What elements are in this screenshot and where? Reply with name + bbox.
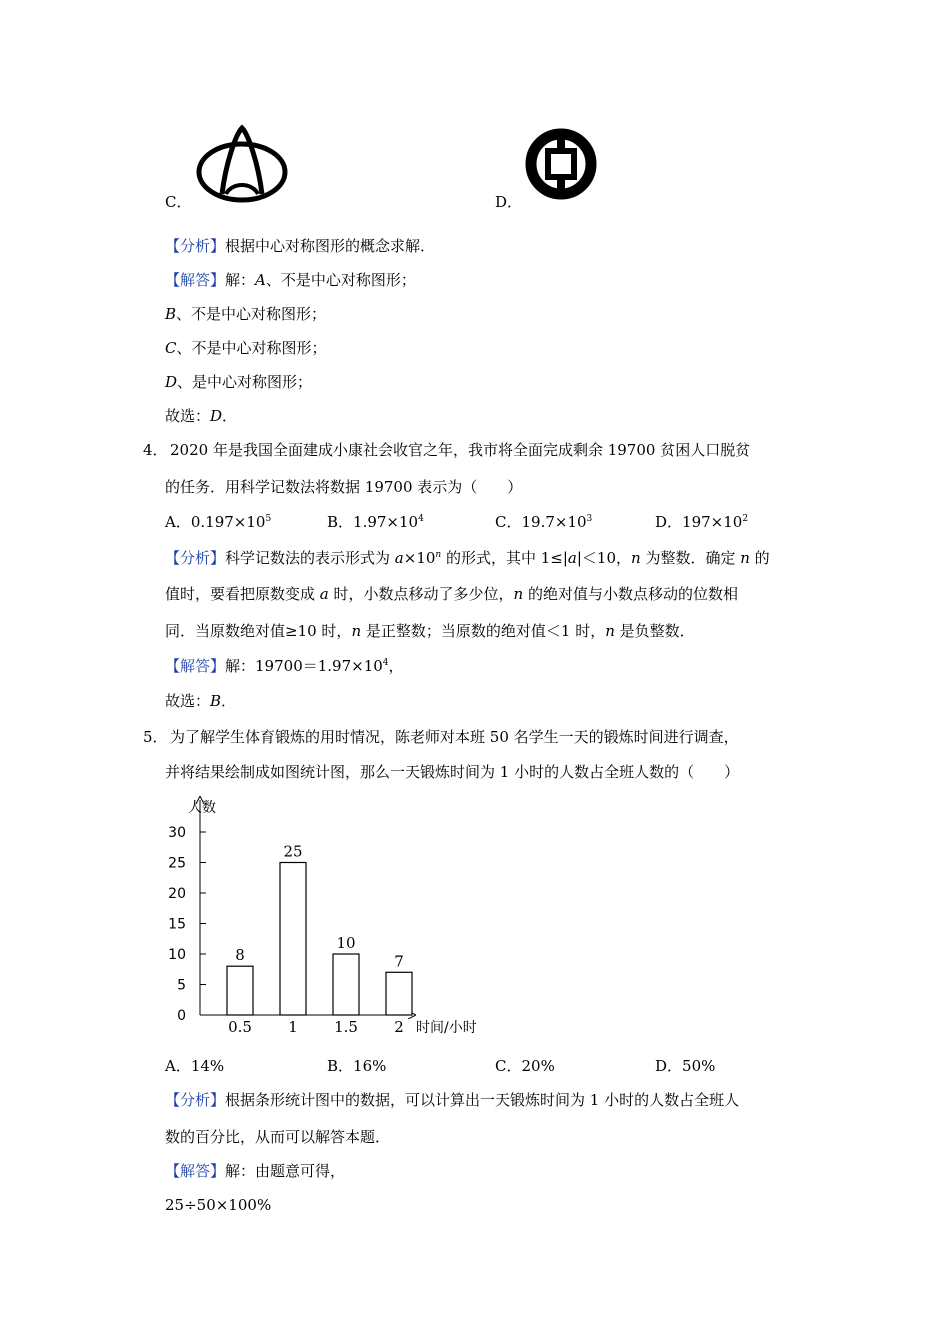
y-tick-label: 15	[168, 916, 186, 933]
x-tick-label: 2	[394, 1018, 404, 1036]
bar-data-label: 8	[235, 946, 245, 965]
q4-choice: 故选：B．	[165, 692, 237, 710]
q4-option-c: C．$19.7\times 10^3$	[495, 513, 593, 531]
option-c-label: C．	[165, 193, 192, 211]
q5-analysis-line1: 【分析】根据条形统计图中的数据，可以计算出一天锻炼时间为 1 小时的人数占全班人	[165, 1091, 740, 1109]
option-d-label: D．	[495, 193, 523, 211]
y-tick-label: 5	[177, 977, 186, 994]
q5-analysis-line2: 数的百分比，从而可以解答本题．	[165, 1128, 391, 1146]
bar-chart	[160, 792, 500, 1042]
q5-number: 5．	[143, 728, 168, 746]
q4-stem-line2: 的任务．用科学记数法将数据 19700 表示为（ ）	[165, 478, 523, 496]
q3-answer: 【解答】解：A、不是中心对称图形；	[165, 271, 416, 289]
y-axis-label: 人数	[188, 800, 216, 816]
q4-option-d: D．$197\times 10^2$	[655, 513, 749, 531]
q3-line-b: B、不是中心对称图形；	[165, 305, 327, 323]
q3-choice: 故选：D．	[165, 407, 238, 425]
q3-line-c: C、不是中心对称图形；	[165, 339, 327, 357]
bar-0.5	[227, 966, 253, 1015]
bar-1.5	[333, 954, 359, 1015]
y-tick-label: 25	[168, 855, 186, 872]
q5-option-c: C．20%	[495, 1057, 555, 1075]
y-tick-label: 0	[177, 1008, 186, 1024]
q5-option-a: A．14%	[165, 1057, 225, 1075]
q4-option-b: B．$1.97\times 10^4$	[327, 513, 424, 531]
logo-c-image	[192, 124, 292, 204]
q3-line-d: D、是中心对称图形；	[165, 373, 313, 391]
x-tick-label: 1	[288, 1018, 298, 1036]
y-tick-label: 30	[168, 825, 186, 841]
y-tick-label: 20	[168, 886, 186, 902]
x-axis-label: 时间/小时	[416, 1020, 477, 1036]
q5-option-d: D．50%	[655, 1057, 716, 1075]
y-tick-label: 10	[168, 947, 186, 963]
q4-analysis-line3: 同．当原数绝对值≥10 时，n 是正整数；当原数的绝对值＜1 时，n 是负整数．	[165, 622, 695, 640]
q4-analysis-line1: 【分析】科学记数法的表示形式为 $a\times 10^n$ 的形式，其中 1≤|a|＜10，n 为整数．确定 n 的	[165, 549, 770, 567]
q5-calc: 25÷50×100%	[165, 1196, 272, 1214]
q5-option-b: B．16%	[327, 1057, 387, 1075]
q4-answer: 【解答】解：$19700=1.97\times 10^4$，	[165, 657, 404, 675]
bar-data-label: 25	[283, 842, 303, 861]
q5-answer: 【解答】解：由题意可得，	[165, 1162, 346, 1180]
q3-analysis: 【分析】根据中心对称图形的概念求解．	[165, 237, 436, 255]
q5-stem-line2: 并将结果绘制成如图统计图，那么一天锻炼时间为 1 小时的人数占全班人数的（ ）	[165, 763, 740, 781]
bar-data-label: 10	[336, 934, 356, 952]
x-tick-label: 1.5	[334, 1018, 358, 1036]
bar-1	[280, 863, 306, 1016]
q5-stem-line1: 为了解学生体育锻炼的用时情况，陈老师对本班 50 名学生一天的锻炼时间进行调查，	[170, 728, 739, 746]
bar-2	[386, 972, 412, 1015]
q4-stem-line1: 2020 年是我国全面建成小康社会收官之年，我市将全面完成剩余 19700 贫困人口脱贫	[170, 441, 751, 459]
logo-d-image	[522, 126, 600, 202]
q4-option-a: A．$0.197\times 10^5$	[165, 513, 272, 531]
x-tick-label: 0.5	[228, 1018, 252, 1036]
bar-data-label: 7	[394, 952, 404, 971]
q4-analysis-line2: 值时，要看把原数变成 a 时，小数点移动了多少位，n 的绝对值与小数点移动的位数相	[165, 585, 738, 603]
q4-number: 4．	[143, 441, 168, 459]
